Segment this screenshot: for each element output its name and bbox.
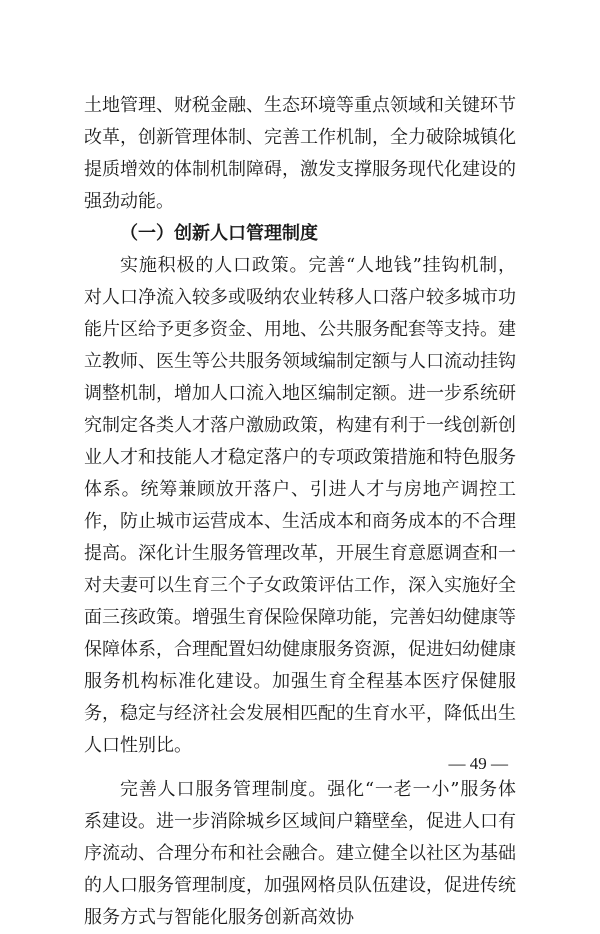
paragraph-population-policy: 实施积极的人口政策。完善“人地钱”挂钩机制，对人口净流入较多或吸纳农业转移人口落户较多城市功能片区给予更多资金、用地、公共服务配套等支持。建立教师、医生等公共服务领域编制定额与人口流动挂钩调整机制，增加人口流入地区编制定额。进一步系统研究制定各类人才落户激励政策，构建有利于一线创新创业人才和技能人才稳定落户的专项政策措施和特色服务体系。统筹兼顾放开落户、引进人才与房地产调控工作，防止城市运营成本、生活成本和商务成本的不合理提高。深化计生服务管理改革，开展生育意愿调查和一对夫妻可以生育三个子女政策评估工作，深入实施好全面三孩政策。增强生育保险保障功能，完善妇幼健康等保障体系，合理配置妇幼健康服务资源，促进妇幼健康服务机构标准化建设。加强生育全程基本医疗保健服务，稳定与经济社会发展相匹配的生育水平，降低出生人口性别比。 bbox=[84, 255, 516, 756]
page-number: — 49 — bbox=[448, 754, 508, 773]
body-text bbox=[84, 90, 516, 934]
paragraph-population-service: 完善人口服务管理制度。强化“一老一小”服务体系建设。进一步消除城乡区域间户籍壁垒，促进人口有序流动、合理分布和社会融合。建立健全以社区为基础的人口服务管理制度，加强网格员队伍建设，促进传统服务方式与智能化服务创新高效协 bbox=[84, 779, 516, 928]
section-heading: （一）创新人口管理制度 bbox=[120, 223, 318, 244]
paragraph-continued: 土地管理、财税金融、生态环境等重点领域和关键环节改革，创新管理体制、完善工作机制，全力破除城镇化提质增效的体制机制障碍，激发支撑服务现代化建设的强劲动能。 bbox=[84, 95, 516, 212]
